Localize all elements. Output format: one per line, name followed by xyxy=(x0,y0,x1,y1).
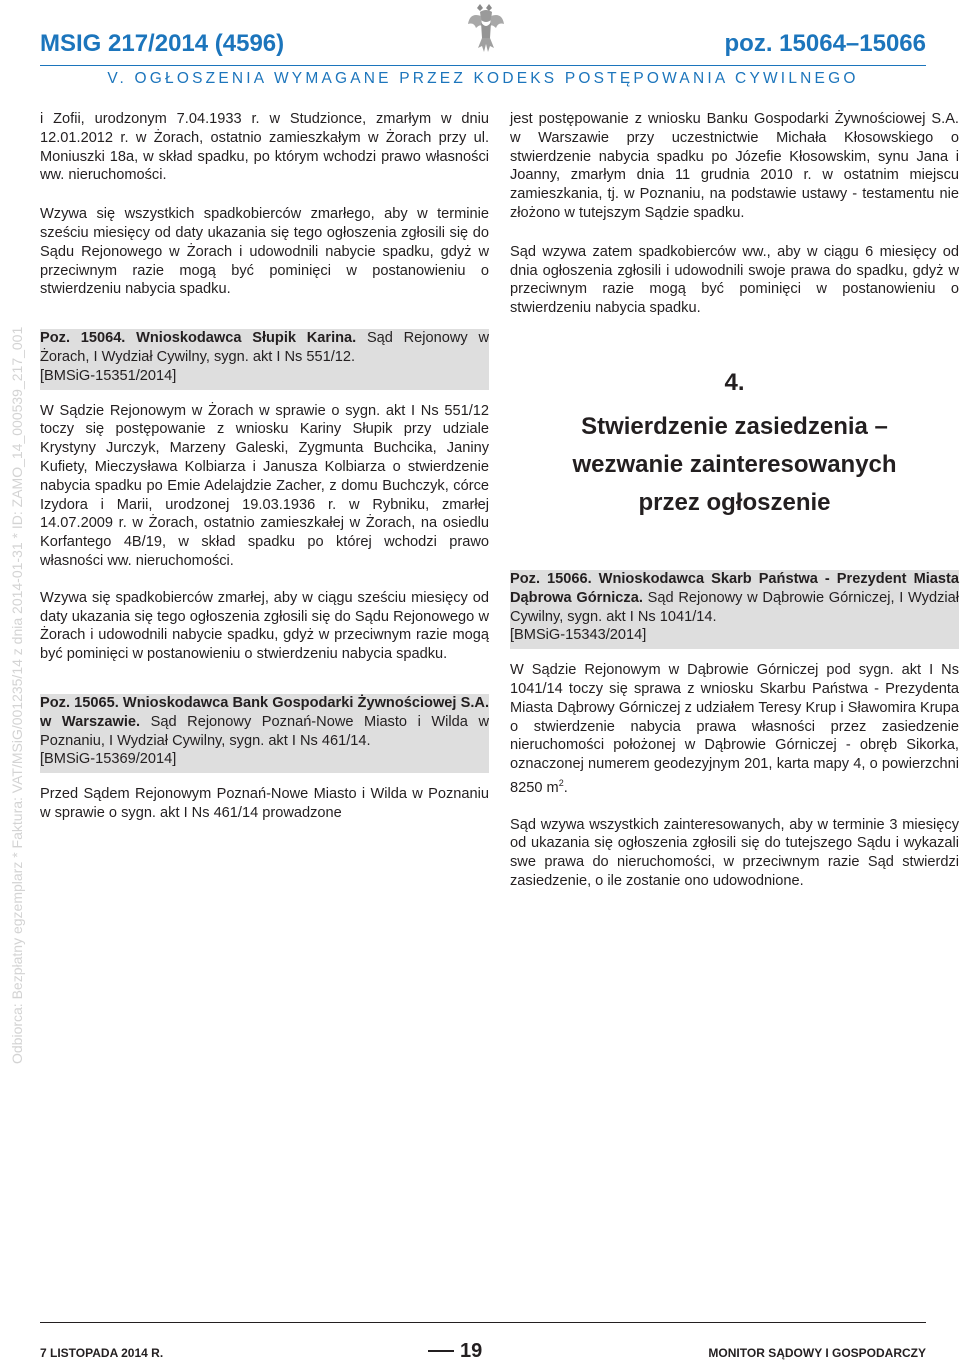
notice-15066-header xyxy=(510,570,959,649)
issue-date: 7 LISTOPADA 2014 R. xyxy=(40,1346,164,1360)
notice-15065-title: Poz. 15065. Wnioskodawca Bank Gospodarki Żywnościowej S.A. w Warszawie. xyxy=(40,694,489,730)
page-number-dash xyxy=(428,1350,454,1352)
notice-15064-body: W Sądzie Rejonowym w Żorach w sprawie o sygn. akt I Ns 551/12 toczy się postępowanie z wniosku Kariny Słupik przy udziale Krystyny Jurczyk, Marzeny Galeski, Zygmunta Buchcika, Janiny Kufiety, Mieczysława Kolbiarza i Janusza Kolbiarza o stwierdzenie nabycia spadku po Emie Adelajdzie Zacher, z domu Buchczyk, córce Izydora i Marii, urodzonej 19.03.1936 r. w Rybniku, zmarłej 14.07.2009 r. w Żorach, ostatnio zamieszkałej w Żorach, na osiedlu Korfantego 4B/19, w skład spadku po której wchodzi prawo własności ww. nieruchomości. xyxy=(40,402,489,569)
section-number: 4. xyxy=(724,368,745,396)
section-title: V. OGŁOSZENIA WYMAGANE PRZEZ KODEKS POSTĘPOWANIA CYWILNEGO xyxy=(107,70,859,87)
notice-15066-ref: [BMSiG-15343/2014] xyxy=(510,627,647,644)
section-4-heading xyxy=(510,368,959,522)
notice-15064-court: Sąd Rejonowy w Żorach, I Wydział Cywilny, sygn. akt I Ns 551/12. xyxy=(40,330,489,365)
right-column xyxy=(510,110,959,909)
section-title-line-2: wezwanie zainteresowanych xyxy=(572,450,897,478)
continued-15065-call: Sąd wzywa zatem spadkobierców ww., aby w ciągu 6 miesięcy od dnia ogłoszenia zgłosili i udowodnili swoje prawa do spadku, gdyż w przeciwnym razie mogą być pominięci w postanowieniu o stwierdzeniu nabycia spadku. xyxy=(510,243,959,317)
notice-15064-title: Poz. 15064. Wnioskodawca Słupik Karina. xyxy=(40,330,357,347)
notice-15064-call: Wzywa się spadkobierców zmarłej, aby w ciągu sześciu miesięcy od daty ukazania się tego ogłoszenia zgłosili się do Sądu Rejonowego w Żorach i udowodnili nabycie spadku, gdyż w przeciwnym razie mogą być pominięci w postanowieniu o stwierdzeniu nabycia spadku. xyxy=(40,589,489,663)
notice-15066-court: Sąd Rejonowy w Dąbrowie Górniczej, I Wydział Cywilny, sygn. akt I Ns 1041/14. xyxy=(510,589,959,625)
notice-15065-body: Przed Sądem Rejonowym Poznań-Nowe Miasto i Wilda w Poznaniu w sprawie o sygn. akt I Ns 461/14 prowadzone xyxy=(40,786,489,821)
page-number: 19 xyxy=(460,1340,483,1362)
notice-15065-court: Sąd Rejonowy Poznań-Nowe Miasto i Wilda w Poznaniu, I Wydział Cywilny, sygn. akt I Ns 461/14. xyxy=(40,713,489,749)
notice-15066-call: Sąd wzywa wszystkich zainteresowanych, aby w terminie 3 miesięcy od ukazania się ogłoszenia zgłosili się do tutejszego Sądu i wykazali swe prawa do nieruchomości, w przeciwnym razie Sąd stwierdzi zasiedzenie, o ile zostanie ono udowodnione. xyxy=(510,816,959,889)
section-title-line-3: przez ogłoszenie xyxy=(638,488,831,516)
recipient-watermark: Odbiorca: Bezpłatny egzemplarz * Faktura: VAT/MSiG/001235/14 z dnia 2014-01-31 * ID: ZAMO_14_000539_217_001 xyxy=(9,326,25,1064)
polish-eagle-emblem-icon xyxy=(466,2,506,54)
continued-notice-text: i Zofii, urodzonym 7.04.1933 r. w Studzionce, zmarłym w dniu 12.01.2012 r. w Żorach, ostatnio zamieszkałym w Żorach przy ul. Moniuszki 18a, w skład spadku, po którym wchodzi prawo własności ww. nieruchomości. xyxy=(40,111,489,184)
notice-15064-ref: [BMSiG-15351/2014] xyxy=(40,367,177,384)
notice-15064-header xyxy=(40,329,489,389)
publication-name: MONITOR SĄDOWY I GOSPODARCZY xyxy=(708,1346,926,1360)
header-rule xyxy=(40,65,926,66)
continued-15065-text: jest postępowanie z wniosku Banku Gospodarki Żywnościowej S.A. w Warszawie przy uczestnictwie Michała Kłosowskiego o stwierdzenie nabycia spadku po Józefie Kłosowskim, synu Jana i Joanny, zmarłym dnia 11 grudnia 2010 r. w ostatnim miejscu zamieszkania, tj. w Poznaniu, na podstawie ustawy - testamentu nie złożono w tutejszym Sądzie spadku. xyxy=(510,111,959,221)
section-title-line-1: Stwierdzenie zasiedzenia – xyxy=(581,412,888,440)
notice-15065-ref: [BMSiG-15369/2014] xyxy=(40,751,177,768)
notice-15065-header xyxy=(40,694,489,773)
left-column xyxy=(40,110,489,841)
continued-notice-call: Wzywa się wszystkich spadkobierców zmarłego, aby w terminie sześciu miesięcy od daty ukazania się tego ogłoszenia zgłosili się do Sądu Rejonowego w Żorach i udowodnili nabycie spadku, gdyż w przeciwnym razie mogą być pominięci w postanowieniu o stwierdzeniu nabycia spadku. xyxy=(40,206,489,298)
footer-rule xyxy=(40,1322,926,1323)
journal-issue: MSIG 217/2014 (4596) xyxy=(40,30,285,57)
notice-15066-title: Poz. 15066. Wnioskodawca Skarb Państwa - Prezydent Miasta Dąbrowa Górnicza. xyxy=(510,570,959,606)
positions-range: poz. 15064–15066 xyxy=(724,30,926,57)
notice-15066-body: W Sądzie Rejonowym w Dąbrowie Górniczej pod sygn. akt I Ns 1041/14 toczy się sprawa z wniosku Skarbu Państwa - Prezydenta Miasta Dąbrowy Górniczej z udziałem Teresy Krup i Sławomira Krupa o stwierdzenie nabycia prawa własności przez zasiedzenie nieruchomości położonej w Dąbrowie Górniczej - obręb Sikorka, oznaczonej numerem geodezyjnym 201, karta mapy 4, o powierzchni 8250 $m^2$. xyxy=(510,662,959,796)
